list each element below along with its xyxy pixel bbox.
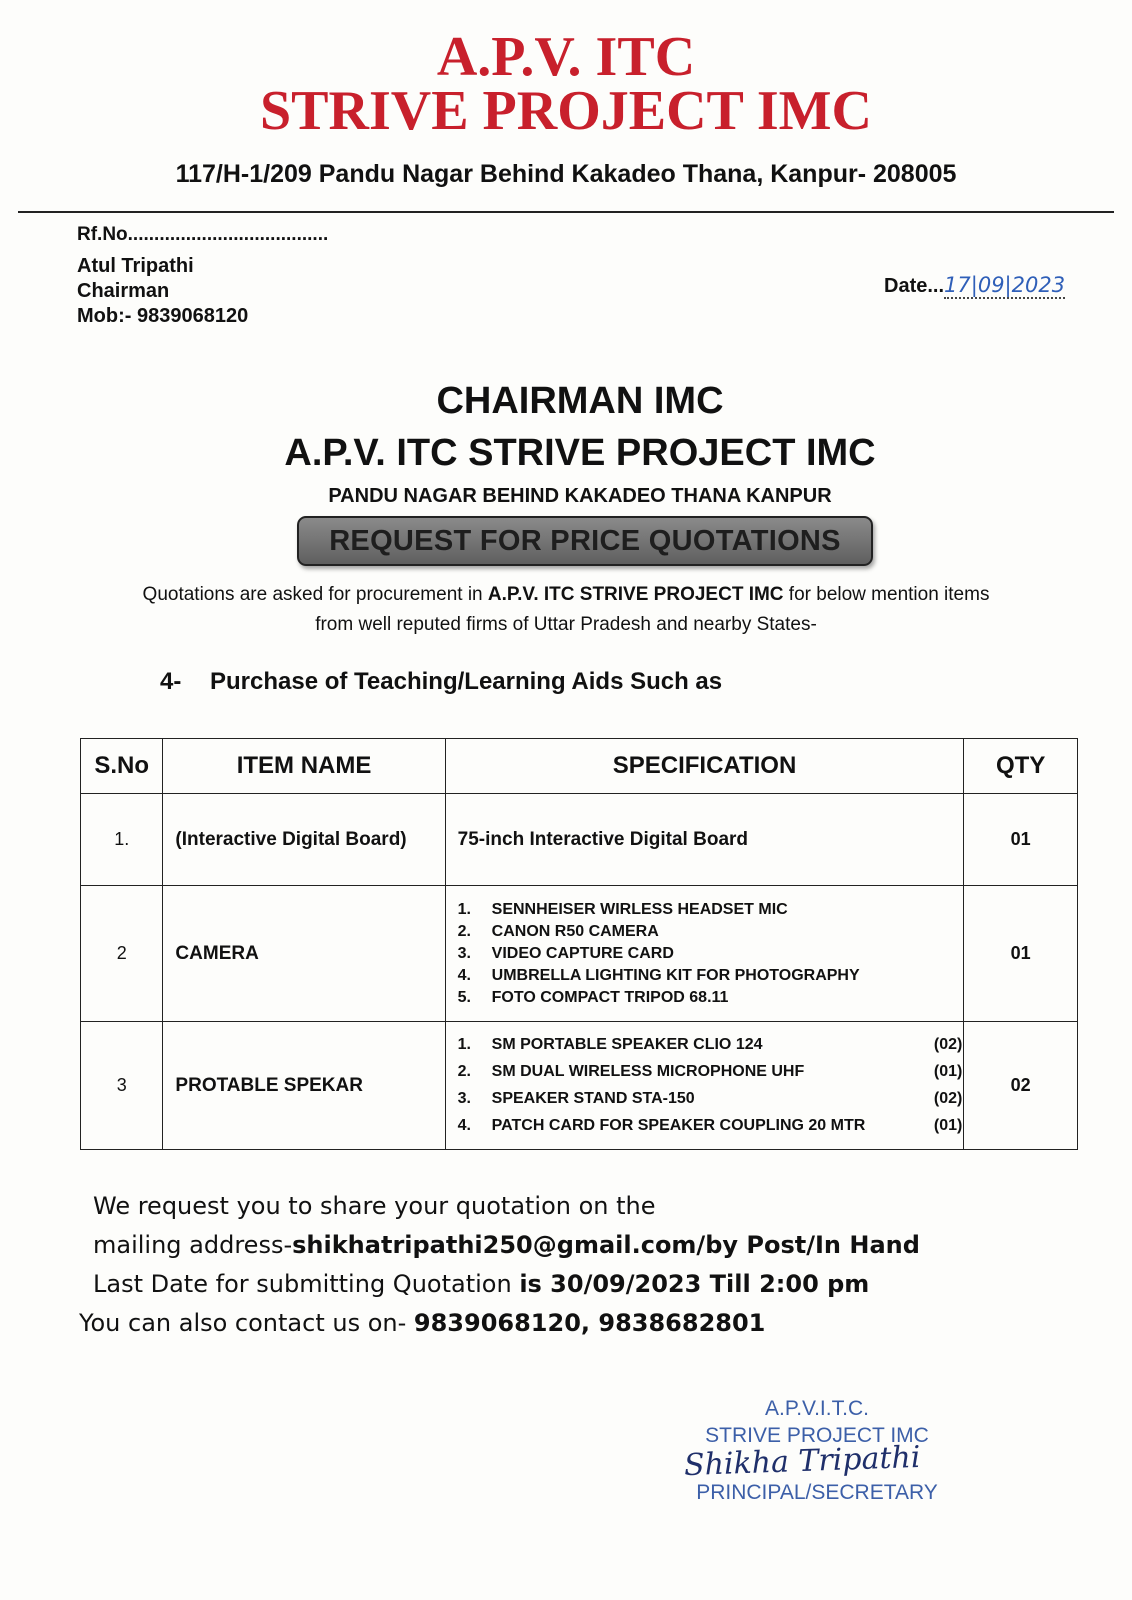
intro-text (0, 580, 1132, 640)
row3-sno: 3 (81, 1022, 163, 1150)
row2-spec (445, 886, 964, 1022)
row1-item: (Interactive Digital Board) (163, 794, 445, 886)
letterhead-subtitle: STRIVE PROJECT IMC (260, 80, 872, 142)
row3-spec (445, 1022, 964, 1150)
header-sno: S.No (81, 739, 163, 794)
letterhead-address: 117/H-1/209 Pandu Nagar Behind Kakadeo Thana, Kanpur- 208005 (175, 160, 957, 188)
header-specification: SPECIFICATION (445, 739, 964, 794)
date-label: Date... (884, 275, 945, 297)
spec-text: FOTO COMPACT TRIPOD 68.11 (491, 988, 729, 1006)
list-item (458, 987, 963, 1009)
spec-text: SENNHEISER WIRLESS HEADSET MIC (491, 900, 788, 918)
header-item-name: ITEM NAME (163, 739, 445, 794)
list-item (458, 921, 963, 943)
intro-part1: Quotations are asked for procurement in (142, 584, 488, 605)
section-title: Purchase of Teaching/Learning Aids Such as (210, 668, 723, 695)
request-line4 (79, 1304, 920, 1343)
spec-qty: (02) (933, 1036, 963, 1053)
row2-spec-list (458, 899, 963, 1009)
list-item (458, 1086, 963, 1113)
intro-line2: from well reputed firms of Uttar Pradesh and nearby States- (315, 614, 817, 635)
table-row (81, 1022, 1078, 1150)
spec-num: 3. (457, 1090, 471, 1107)
spec-text: SPEAKER STAND STA-150 (491, 1090, 695, 1107)
row3-qty: 02 (964, 1022, 1078, 1150)
spec-num: 3. (457, 944, 471, 962)
spec-num: 2. (457, 922, 471, 940)
letterhead-title: A.P.V. ITC (436, 26, 696, 88)
request-email: shikhatripathi250@gmail.com/by Post/In Hand (292, 1231, 920, 1259)
row2-sno: 2 (81, 886, 163, 1022)
request-line3-prefix: Last Date for submitting Quotation (93, 1270, 520, 1298)
row1-spec: 75-inch Interactive Digital Board (445, 794, 964, 886)
intro-bold: A.P.V. ITC STRIVE PROJECT IMC (487, 584, 784, 605)
spec-num: 1. (457, 1036, 471, 1053)
row3-spec-list (458, 1032, 963, 1140)
intro-part2: for below mention items (783, 584, 990, 605)
request-line1: We request you to share your quotation on the (93, 1192, 656, 1220)
spec-num: 1. (457, 900, 471, 918)
sender-mobile: Mob:- 9839068120 (77, 305, 249, 327)
row3-item: PROTABLE SPEKAR (163, 1022, 445, 1150)
date-value: 17|09|2023 (944, 273, 1066, 297)
request-block (79, 1187, 920, 1343)
spec-num: 2. (457, 1063, 471, 1080)
spec-text: SM PORTABLE SPEAKER CLIO 124 (491, 1036, 763, 1053)
row1-qty: 01 (964, 794, 1078, 886)
list-item (458, 965, 963, 987)
request-line4-prefix: You can also contact us on- (79, 1309, 414, 1337)
stamp-line3: PRINCIPAL/SECRETARY (696, 1481, 938, 1504)
list-item (458, 899, 963, 921)
spec-text: SM DUAL WIRELESS MICROPHONE UHF (491, 1063, 805, 1080)
row2-qty: 01 (964, 886, 1078, 1022)
sender-name: Atul Tripathi (77, 255, 194, 277)
table-header-row (81, 739, 1078, 794)
header-qty: QTY (964, 739, 1078, 794)
list-item (458, 1032, 963, 1059)
list-item (458, 943, 963, 965)
spec-qty: (01) (933, 1117, 963, 1134)
heading-chairman: CHAIRMAN IMC (436, 380, 724, 422)
rfq-banner: REQUEST FOR PRICE QUOTATIONS (297, 516, 873, 566)
spec-num: 4. (457, 966, 471, 984)
spec-qty: (02) (933, 1090, 963, 1107)
sender-designation: Chairman (77, 280, 170, 302)
spec-text: UMBRELLA LIGHTING KIT FOR PHOTOGRAPHY (491, 966, 860, 984)
request-line3 (93, 1265, 920, 1304)
row1-sno: 1. (81, 794, 163, 886)
heading-project: A.P.V. ITC STRIVE PROJECT IMC (284, 432, 876, 474)
stamp-line1: A.P.V.I.T.C. (765, 1397, 869, 1420)
stamp-line2: STRIVE PROJECT IMC (705, 1424, 929, 1447)
reference-number: Rf.No...................................... (77, 224, 329, 245)
request-line2-prefix: mailing address- (93, 1231, 293, 1259)
section-number: 4- (160, 668, 182, 695)
request-deadline: is 30/09/2023 Till 2:00 pm (519, 1270, 870, 1298)
spec-text: CANON R50 CAMERA (491, 922, 659, 940)
row2-item: CAMERA (163, 886, 445, 1022)
table-row (81, 794, 1078, 886)
table-row (81, 886, 1078, 1022)
spec-text: PATCH CARD FOR SPEAKER COUPLING 20 MTR (491, 1117, 866, 1134)
spec-num: 4. (457, 1117, 471, 1134)
heading-address: PANDU NAGAR BEHIND KAKADEO THANA KANPUR (328, 485, 832, 507)
request-line2 (93, 1226, 920, 1265)
spec-num: 5. (457, 988, 471, 1006)
list-item (458, 1113, 963, 1140)
spec-text: VIDEO CAPTURE CARD (491, 944, 674, 962)
items-table (80, 738, 1078, 1150)
request-phones: 9839068120, 9838682801 (413, 1309, 766, 1337)
sender-block (77, 254, 248, 329)
signature: Shikha Tripathi (683, 1439, 921, 1484)
list-item (458, 1059, 963, 1086)
spec-qty: (01) (933, 1063, 963, 1080)
header-divider (18, 211, 1114, 213)
date-field (884, 273, 1065, 298)
section-heading (160, 668, 722, 696)
